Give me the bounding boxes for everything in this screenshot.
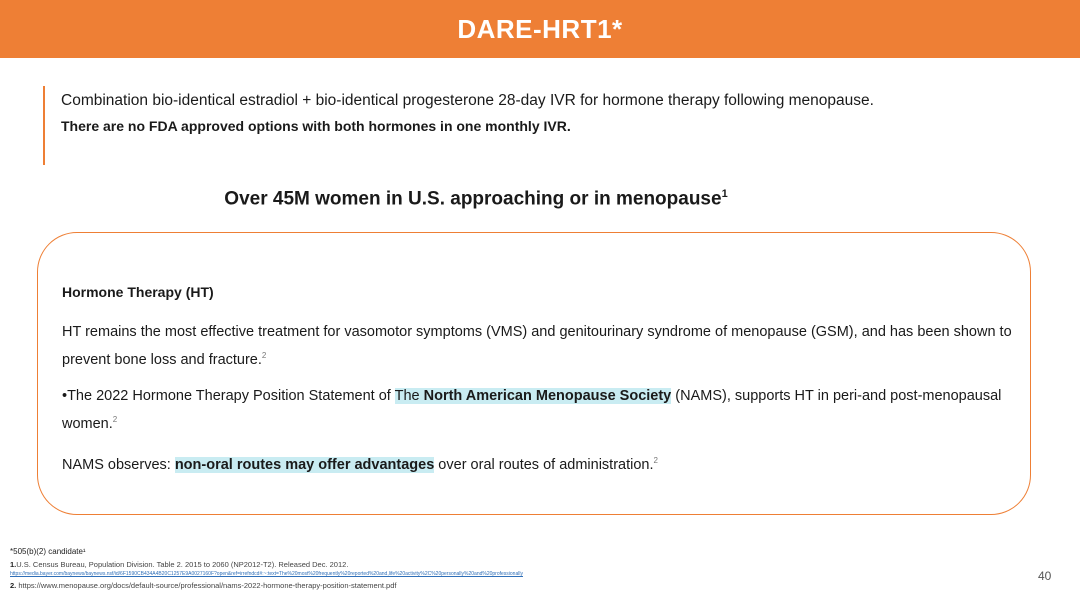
- paragraph-text: •The 2022 Hormone Therapy Position Statement of: [62, 388, 395, 404]
- footnote-ref: 2: [112, 415, 118, 424]
- intro-description: Combination bio-identical estradiol + bio-identical progesterone 28-day IVR for hormone therapy following menopause.: [61, 92, 874, 109]
- headline: [0, 188, 952, 210]
- page-number: 40: [1038, 569, 1052, 583]
- box-heading: Hormone Therapy (HT): [62, 284, 214, 300]
- paragraph-nams-observation: [62, 449, 1017, 477]
- footnote-candidate: *505(b)(2) candidate¹: [10, 547, 86, 556]
- footnote-ref: 2: [261, 351, 267, 360]
- intro-emphasis: There are no FDA approved options with both hormones in one monthly IVR.: [61, 118, 571, 134]
- paragraph-ht-effectiveness: [62, 321, 1017, 372]
- slide-title: DARE-HRT1*: [457, 13, 623, 44]
- reference-url[interactable]: https://www.menopause.org/docs/default-source/professional/nams-2022-hormone-therapy-position-statement.pdf: [16, 581, 397, 590]
- highlight-nams-name: North American Menopause Society: [423, 388, 672, 404]
- footnote-ref: 2: [653, 456, 658, 465]
- paragraph-text: NAMS observes:: [62, 456, 175, 473]
- footnote-reference-1: [10, 560, 348, 569]
- paragraph-text: over oral routes of administration.: [434, 456, 654, 473]
- title-banner: [0, 0, 1080, 58]
- headline-text: Over 45M women in U.S. approaching or in menopause: [224, 188, 722, 210]
- intro-accent-bar: [43, 86, 45, 165]
- highlight-text: The: [394, 388, 424, 404]
- paragraph-text: HT remains the most effective treatment for vasomotor symptoms (VMS) and genitourinary syndrome of menopause (GSM), and has been shown to prevent bone loss and fracture.: [62, 324, 1012, 368]
- reference-text: U.S. Census Bureau, Population Division. Table 2. 2015 to 2060 (NP2012-T2). Released Dec. 2012.: [16, 560, 349, 569]
- headline-footnote-marker: 1: [721, 188, 728, 200]
- paragraph-nams-statement: [62, 385, 1017, 436]
- footnote-reference-2: [10, 581, 396, 590]
- paragraph-text: (NAMS), supports HT in peri-and post-menopausal women.: [62, 388, 1002, 432]
- highlight-non-oral-routes: non-oral routes may offer advantages: [174, 456, 435, 473]
- reference-1-link[interactable]: https://media.bayer.com/baynews/baynews.nsf/id/6F1590CB434A4B20C1257E9A0027160F?open&ref=irrefndcd#:~:text=The%20most%20frequently%20reported%20and,life%20activity%2C%20personally%20and%20professionally: [10, 571, 523, 577]
- reference-number: 1.: [10, 560, 17, 569]
- reference-number: 2.: [10, 581, 17, 590]
